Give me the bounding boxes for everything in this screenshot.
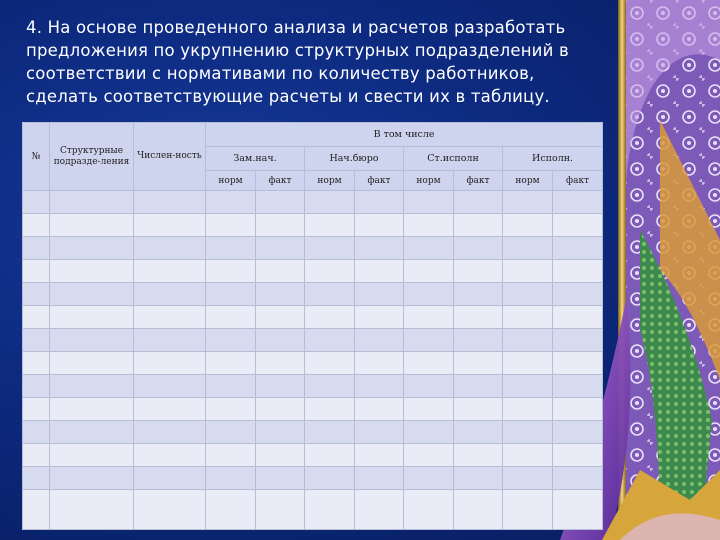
table-cell bbox=[503, 398, 553, 421]
table-row bbox=[23, 306, 603, 329]
table-cell bbox=[404, 191, 454, 214]
table-cell bbox=[206, 490, 256, 530]
table-row bbox=[23, 375, 603, 398]
table-cell bbox=[553, 444, 603, 467]
table-cell bbox=[355, 329, 404, 352]
table-cell bbox=[50, 352, 134, 375]
table-cell bbox=[305, 191, 355, 214]
table-cell bbox=[305, 283, 355, 306]
table-cell bbox=[23, 352, 50, 375]
header-fact: факт bbox=[553, 171, 603, 191]
table-cell bbox=[256, 329, 305, 352]
table-cell bbox=[50, 398, 134, 421]
table-cell bbox=[23, 329, 50, 352]
table-cell bbox=[503, 260, 553, 283]
table-cell bbox=[355, 191, 404, 214]
header-group-bureau-head: Нач.бюро bbox=[305, 147, 404, 171]
table-row bbox=[23, 191, 603, 214]
table-cell bbox=[553, 421, 603, 444]
table-cell bbox=[50, 237, 134, 260]
table-cell bbox=[50, 306, 134, 329]
table-cell bbox=[23, 191, 50, 214]
table-row bbox=[23, 237, 603, 260]
table-cell bbox=[134, 214, 206, 237]
slide-title: 4. На основе проведенного анализа и расчетов разработать предложения по укрупнению структурных подразделений в соответствии с нормативами по количеству работников, сделать соответствующие расчеты и свести их в таблицу. bbox=[26, 18, 569, 106]
units-table bbox=[22, 122, 603, 530]
table-cell bbox=[23, 421, 50, 444]
table-cell bbox=[503, 237, 553, 260]
table-cell bbox=[454, 375, 503, 398]
table-cell bbox=[206, 237, 256, 260]
table-cell bbox=[503, 329, 553, 352]
table-cell bbox=[305, 214, 355, 237]
table-cell bbox=[553, 375, 603, 398]
table-cell bbox=[454, 421, 503, 444]
table-cell bbox=[553, 467, 603, 490]
table-cell bbox=[23, 306, 50, 329]
header-row bbox=[23, 123, 603, 147]
table-cell bbox=[355, 260, 404, 283]
table-cell bbox=[134, 444, 206, 467]
header-norm: норм bbox=[305, 171, 355, 191]
table-cell bbox=[454, 467, 503, 490]
header-group-deputy: Зам.нач. bbox=[206, 147, 305, 171]
table-cell bbox=[553, 283, 603, 306]
table-row bbox=[23, 283, 603, 306]
header-group-senior: Ст.исполн bbox=[404, 147, 503, 171]
table-cell bbox=[256, 490, 305, 530]
table-cell bbox=[256, 444, 305, 467]
table-cell bbox=[256, 375, 305, 398]
table-cell bbox=[355, 283, 404, 306]
table-cell bbox=[454, 329, 503, 352]
table-cell bbox=[355, 306, 404, 329]
table-cell bbox=[404, 260, 454, 283]
table-cell bbox=[503, 214, 553, 237]
table-cell bbox=[50, 329, 134, 352]
table-cell bbox=[454, 306, 503, 329]
table-cell bbox=[404, 421, 454, 444]
header-norm: норм bbox=[206, 171, 256, 191]
table-row bbox=[23, 398, 603, 421]
table-cell bbox=[355, 490, 404, 530]
table-row bbox=[23, 260, 603, 283]
table-cell bbox=[50, 260, 134, 283]
table-cell bbox=[134, 467, 206, 490]
table-cell bbox=[23, 237, 50, 260]
table-cell bbox=[503, 375, 553, 398]
table-cell bbox=[23, 490, 50, 530]
table-cell bbox=[256, 214, 305, 237]
table-cell bbox=[206, 306, 256, 329]
table-cell bbox=[206, 398, 256, 421]
table-cell bbox=[256, 467, 305, 490]
table-cell bbox=[404, 329, 454, 352]
table-cell bbox=[50, 490, 134, 530]
table-cell bbox=[305, 375, 355, 398]
table-cell bbox=[454, 260, 503, 283]
table-cell bbox=[134, 306, 206, 329]
table-cell bbox=[454, 490, 503, 530]
table-cell bbox=[454, 352, 503, 375]
table-row bbox=[23, 490, 603, 530]
table-cell bbox=[404, 398, 454, 421]
table-row bbox=[23, 467, 603, 490]
table-cell bbox=[553, 352, 603, 375]
table-cell bbox=[50, 444, 134, 467]
table-cell bbox=[355, 467, 404, 490]
table-cell bbox=[404, 352, 454, 375]
table-cell bbox=[355, 398, 404, 421]
table-cell bbox=[355, 214, 404, 237]
table-cell bbox=[503, 283, 553, 306]
table-cell bbox=[206, 375, 256, 398]
table-cell bbox=[305, 444, 355, 467]
table-cell bbox=[206, 421, 256, 444]
table-cell bbox=[256, 421, 305, 444]
table-cell bbox=[256, 352, 305, 375]
table-cell bbox=[553, 329, 603, 352]
table-cell bbox=[23, 398, 50, 421]
table-cell bbox=[23, 375, 50, 398]
table-cell bbox=[503, 444, 553, 467]
table-row bbox=[23, 214, 603, 237]
table-cell bbox=[206, 283, 256, 306]
table-cell bbox=[404, 375, 454, 398]
table-row bbox=[23, 444, 603, 467]
table-cell bbox=[134, 398, 206, 421]
header-number: № bbox=[23, 123, 50, 191]
table-cell bbox=[305, 352, 355, 375]
table-cell bbox=[454, 283, 503, 306]
table-cell bbox=[454, 398, 503, 421]
table-cell bbox=[553, 191, 603, 214]
table-cell bbox=[256, 398, 305, 421]
table-cell bbox=[134, 375, 206, 398]
table-cell bbox=[23, 214, 50, 237]
table-cell bbox=[256, 260, 305, 283]
table-cell bbox=[50, 283, 134, 306]
table-cell bbox=[553, 260, 603, 283]
table-cell bbox=[23, 260, 50, 283]
table-cell bbox=[553, 306, 603, 329]
table-cell bbox=[305, 306, 355, 329]
table-cell bbox=[404, 237, 454, 260]
table-cell bbox=[454, 237, 503, 260]
table-cell bbox=[50, 375, 134, 398]
table-cell bbox=[355, 421, 404, 444]
table-cell bbox=[503, 306, 553, 329]
table-cell bbox=[206, 260, 256, 283]
header-including: В том числе bbox=[206, 123, 603, 147]
table-cell bbox=[553, 237, 603, 260]
table-cell bbox=[404, 444, 454, 467]
table-cell bbox=[404, 467, 454, 490]
table-cell bbox=[404, 214, 454, 237]
header-fact: факт bbox=[454, 171, 503, 191]
table-cell bbox=[206, 467, 256, 490]
table-cell bbox=[355, 444, 404, 467]
table-cell bbox=[134, 329, 206, 352]
table-cell bbox=[256, 306, 305, 329]
table-cell bbox=[553, 490, 603, 530]
table-cell bbox=[305, 398, 355, 421]
table-cell bbox=[503, 490, 553, 530]
table-cell bbox=[134, 283, 206, 306]
table-cell bbox=[23, 467, 50, 490]
table-cell bbox=[503, 191, 553, 214]
header-fact: факт bbox=[256, 171, 305, 191]
table-cell bbox=[454, 444, 503, 467]
table-cell bbox=[454, 191, 503, 214]
table-cell bbox=[134, 421, 206, 444]
header-norm: норм bbox=[404, 171, 454, 191]
table-cell bbox=[553, 398, 603, 421]
header-count: Числен-ность bbox=[134, 123, 206, 191]
table-cell bbox=[23, 444, 50, 467]
table-cell bbox=[503, 467, 553, 490]
table-cell bbox=[305, 260, 355, 283]
table-cell bbox=[23, 283, 50, 306]
table-cell bbox=[503, 421, 553, 444]
table-cell bbox=[206, 329, 256, 352]
header-fact: факт bbox=[355, 171, 404, 191]
table-cell bbox=[206, 214, 256, 237]
table-cell bbox=[404, 283, 454, 306]
table-cell bbox=[355, 375, 404, 398]
table-cell bbox=[305, 490, 355, 530]
header-group-executor: Исполн. bbox=[503, 147, 603, 171]
table-cell bbox=[50, 421, 134, 444]
table-cell bbox=[134, 260, 206, 283]
table-cell bbox=[134, 352, 206, 375]
table-cell bbox=[206, 191, 256, 214]
table-cell bbox=[256, 191, 305, 214]
table-row bbox=[23, 352, 603, 375]
table-row bbox=[23, 421, 603, 444]
table-cell bbox=[206, 444, 256, 467]
table-cell bbox=[50, 467, 134, 490]
table-cell bbox=[50, 214, 134, 237]
header-units: Структурные подразде-ления bbox=[50, 123, 134, 191]
table-cell bbox=[134, 237, 206, 260]
table-cell bbox=[256, 237, 305, 260]
table-cell bbox=[134, 191, 206, 214]
table-cell bbox=[305, 329, 355, 352]
table-cell bbox=[305, 467, 355, 490]
table-cell bbox=[404, 306, 454, 329]
table-cell bbox=[134, 490, 206, 530]
table-row bbox=[23, 329, 603, 352]
table-cell bbox=[503, 352, 553, 375]
table-cell bbox=[355, 352, 404, 375]
table-cell bbox=[256, 283, 305, 306]
table-body bbox=[23, 191, 603, 530]
table-cell bbox=[454, 214, 503, 237]
table-cell bbox=[355, 237, 404, 260]
table-cell bbox=[50, 191, 134, 214]
table-cell bbox=[305, 237, 355, 260]
table-cell bbox=[553, 214, 603, 237]
table-cell bbox=[305, 421, 355, 444]
header-norm: норм bbox=[503, 171, 553, 191]
table-cell bbox=[206, 352, 256, 375]
table-cell bbox=[404, 490, 454, 530]
